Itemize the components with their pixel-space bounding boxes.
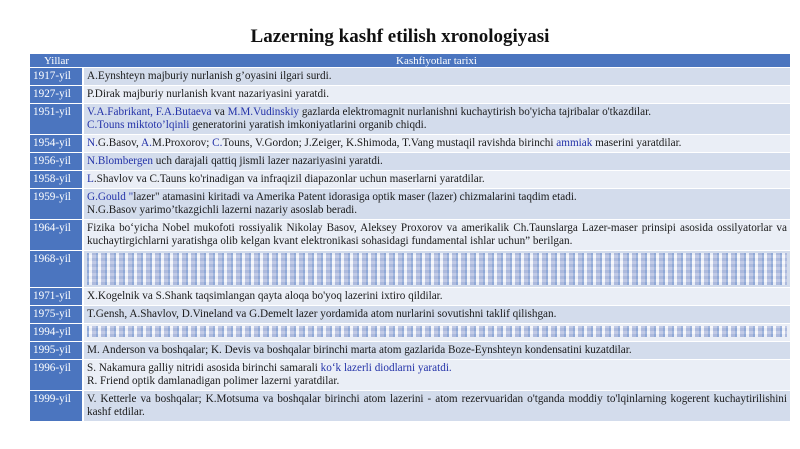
year-cell: 1995-yil — [30, 342, 83, 360]
corrupted-text-region — [87, 253, 787, 285]
highlighted-text: C.Touns miktoto’lqinli — [87, 119, 190, 131]
highlighted-text: A. — [140, 137, 152, 149]
year-cell: 1917-yil — [30, 68, 83, 86]
year-cell: 1994-yil — [30, 324, 83, 342]
discovery-cell — [83, 171, 790, 189]
discovery-line — [87, 119, 787, 132]
discovery-line — [87, 375, 787, 388]
table-row — [30, 391, 790, 422]
discovery-cell — [83, 306, 790, 324]
text-segment: .Shavlov va C.Tauns ko'rinadigan va infraqizil diapazonlar uchun maserlarni yaratdilar. — [93, 173, 485, 185]
highlighted-text: M.M.Vudinskiy — [227, 106, 300, 118]
discovery-cell — [83, 324, 790, 342]
discovery-cell — [83, 220, 790, 251]
discovery-line — [87, 155, 787, 168]
discovery-line: T.Gensh, A.Shavlov, D.Vineland va G.Demelt lazer yordamida atom nurlarini sovutishni taklif qilishgan. — [87, 308, 557, 320]
table-row — [30, 324, 790, 342]
table-row — [30, 251, 790, 288]
discovery-line: M. Anderson va boshqalar; K. Devis va boshqalar birinchi marta atom gazlarida Boze-Eynshteyn kondensatini kuzatdilar. — [87, 344, 632, 356]
table-row — [30, 189, 790, 220]
table-row — [30, 153, 790, 171]
discovery-line — [87, 362, 787, 375]
table-row — [30, 86, 790, 104]
year-cell: 1954-yil — [30, 135, 83, 153]
table-header-row — [30, 54, 790, 68]
text-segment: S. Nakamura galliy nitridi asosida birinchi samarali — [87, 362, 321, 374]
discovery-cell — [83, 360, 790, 391]
discovery-line — [87, 137, 787, 150]
highlighted-text: ko‘k lazerli diodlarni yaratdi. — [320, 362, 452, 374]
discovery-line: Fizika bo‘yicha Nobel mukofoti rossiyalik Nikolay Basov, Aleksey Proxorov va amerikalik Ch.Taunslarga Lazer-maser prinsipi asosida ossilyatorlar va kuchaytirgichlarni yaratishga olib kelgan kvant elektronikasi sohasidagi fundamental ishlar uchun” berilgan. — [87, 222, 787, 247]
table-row — [30, 104, 790, 135]
year-cell: 1959-yil — [30, 189, 83, 220]
table-row — [30, 68, 790, 86]
discovery-cell — [83, 104, 790, 135]
year-cell: 1927-yil — [30, 86, 83, 104]
year-cell: 1956-yil — [30, 153, 83, 171]
year-cell: 1971-yil — [30, 288, 83, 306]
table-row — [30, 342, 790, 360]
year-cell: 1951-yil — [30, 104, 83, 135]
text-segment: generatorini yaratish imkoniyatlarini organib chiqdi. — [189, 119, 427, 131]
highlighted-text: L — [87, 173, 94, 185]
discovery-cell — [83, 86, 790, 104]
corrupted-text-region — [87, 326, 787, 337]
year-cell: 1999-yil — [30, 391, 83, 422]
text-segment: uch darajali qattiq jismli lazer nazariyasini yaratdi. — [152, 155, 383, 167]
highlighted-text: N.Blombergen — [87, 155, 153, 167]
highlighted-text: G.Gould " — [87, 191, 134, 203]
page-title: Lazerning kashf etilish xronologiyasi — [250, 26, 550, 47]
text-segment: gazlarda elektromagnit nurlanishni kuchaytirish bo'yicha tajribalar o'tkazdilar. — [299, 106, 651, 118]
text-segment: va — [211, 106, 228, 118]
text-segment: G.Basov, — [97, 137, 141, 149]
highlighted-text: C. — [212, 137, 223, 149]
table-row — [30, 135, 790, 153]
year-cell: 1996-yil — [30, 360, 83, 391]
highlighted-text: ammiak — [556, 137, 593, 149]
highlighted-text: N. — [87, 137, 98, 149]
discovery-cell — [83, 342, 790, 360]
header-discoveries: Kashfiyotlar tarixi — [83, 54, 790, 68]
discovery-line — [87, 191, 787, 204]
discovery-cell — [83, 135, 790, 153]
discovery-line: A.Eynshteyn majburiy nurlanish g’oyasini ilgari surdi. — [87, 70, 332, 82]
table-row — [30, 171, 790, 189]
year-cell: 1964-yil — [30, 220, 83, 251]
year-cell: 1958-yil — [30, 171, 83, 189]
discovery-line — [87, 173, 787, 186]
discovery-cell — [83, 153, 790, 171]
discovery-line: P.Dirak majburiy nurlanish kvant nazariyasini yaratdi. — [87, 88, 330, 100]
text-segment: R. Friend optik damlanadigan polimer lazerni yaratdilar. — [87, 375, 340, 387]
discovery-line — [87, 106, 787, 119]
discovery-line: V. Ketterle va boshqalar; K.Motsuma va boshqalar birinchi atom lazerini - atom rezervuaridan o'tganda moddiy to'lqinlarning kogerent kuchaytirilishini kashf etdilar. — [87, 393, 787, 418]
text-segment: Touns, V.Gordon; J.Zeiger, K.Shimoda, T.Vang mustaqil ravishda birinchi — [222, 137, 557, 149]
discovery-cell — [83, 189, 790, 220]
table-row — [30, 288, 790, 306]
text-segment: lazer" atamasini kiritadi va Amerika Patent idorasiga optik maser (lazer) chizmalarini taqdim etadi. — [133, 191, 577, 203]
discovery-cell — [83, 288, 790, 306]
table-row — [30, 360, 790, 391]
table-row — [30, 220, 790, 251]
discovery-cell — [83, 68, 790, 86]
discovery-cell — [83, 251, 790, 288]
text-segment: maserini yaratdilar. — [592, 137, 682, 149]
header-years: Yillar — [30, 54, 83, 68]
table-row — [30, 306, 790, 324]
chronology-table — [30, 54, 790, 422]
text-segment: M.Proxorov; — [151, 137, 213, 149]
discovery-cell — [83, 391, 790, 422]
discovery-line: X.Kogelnik va S.Shank taqsimlangan qayta aloqa bo'yoq lazerini ixtiro qildilar. — [87, 290, 443, 302]
year-cell: 1975-yil — [30, 306, 83, 324]
table-body — [30, 68, 790, 422]
discovery-line — [87, 204, 787, 217]
highlighted-text: V.A.Fabrikant, F.A.Butaeva — [87, 106, 212, 118]
text-segment: N.G.Basov yarimo’tkazgichli lazerni nazariy asoslab beradi. — [87, 204, 358, 216]
year-cell: 1968-yil — [30, 251, 83, 288]
